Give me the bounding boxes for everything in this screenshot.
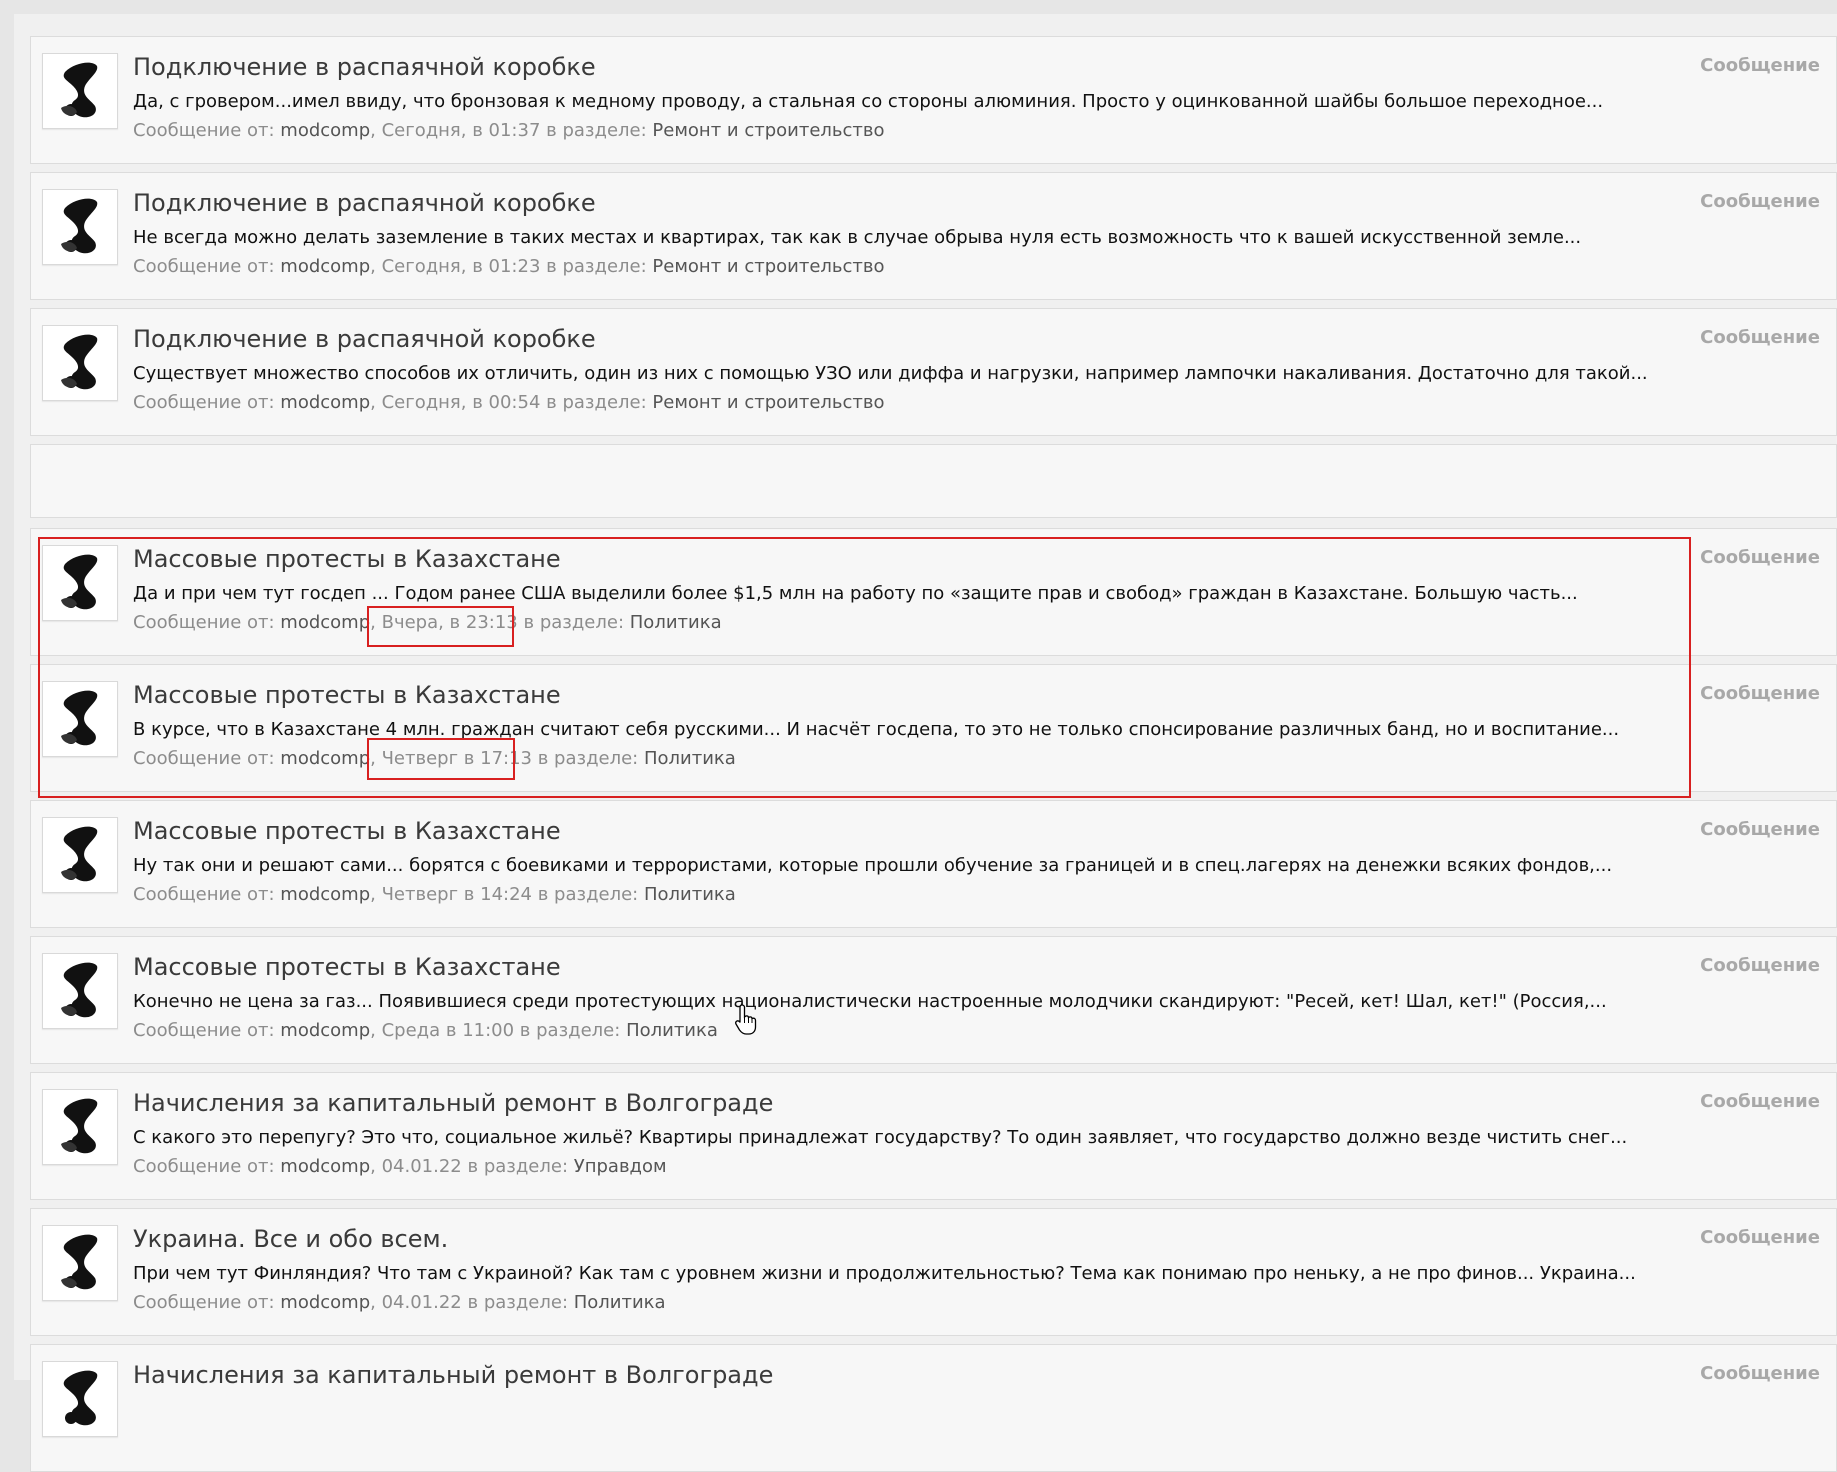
section-prefix: в разделе:: [546, 392, 647, 413]
meta-prefix: Сообщение от:: [133, 1292, 275, 1313]
section-prefix: в разделе:: [523, 612, 625, 633]
avatar-image: [45, 56, 115, 126]
result-row: [30, 664, 1837, 792]
post-time: 04.01.22: [381, 1156, 462, 1177]
avatar-image: [45, 1092, 115, 1162]
section-prefix: в разделе:: [467, 1156, 569, 1177]
result-title[interactable]: Начисления за капитальный ремонт в Волгограде: [133, 1089, 774, 1117]
user-avatar[interactable]: [42, 545, 118, 621]
post-time: Сегодня, в 01:37: [381, 120, 541, 141]
author-link[interactable]: modcomp: [280, 1156, 371, 1177]
result-title[interactable]: Массовые протесты в Казахстане: [133, 817, 561, 845]
author-link[interactable]: modcomp: [280, 612, 371, 633]
result-meta: Сообщение от: modcomp, Среда в 11:00 в разделе: Политика: [133, 1020, 718, 1041]
result-meta: Сообщение от: modcomp, Вчера, в 23:13 в разделе: Политика: [133, 612, 722, 633]
section-link[interactable]: Ремонт и строительство: [652, 120, 885, 141]
result-snippet[interactable]: Существует множество способов их отличить, один из них с помощью УЗО или диффа и нагрузки, например лампочки накаливания. Достаточно для такой...: [133, 363, 1648, 384]
user-avatar[interactable]: [42, 681, 118, 757]
result-row: [30, 1344, 1837, 1472]
meta-prefix: Сообщение от:: [133, 884, 275, 905]
content-type-label: Сообщение: [1700, 55, 1820, 76]
result-title[interactable]: Украина. Все и обо всем.: [133, 1225, 449, 1253]
result-snippet[interactable]: Ну так они и решают сами... борятся с боевиками и террористами, которые прошли обучение за границей и в спец.лагерях на денежки всяких фондов,...: [133, 855, 1613, 876]
user-avatar[interactable]: [42, 1089, 118, 1165]
post-time: 04.01.22: [381, 1292, 462, 1313]
result-meta: Сообщение от: modcomp, Четверг в 14:24 в разделе: Политика: [133, 884, 736, 905]
meta-prefix: Сообщение от:: [133, 612, 275, 633]
content-type-label: Сообщение: [1700, 191, 1820, 212]
meta-prefix: Сообщение от:: [133, 256, 275, 277]
result-row: [30, 36, 1837, 164]
content-type-label: Сообщение: [1700, 1091, 1820, 1112]
result-title[interactable]: Массовые протесты в Казахстане: [133, 681, 561, 709]
author-link[interactable]: modcomp: [280, 120, 371, 141]
section-link[interactable]: Политика: [643, 748, 736, 769]
section-link[interactable]: Ремонт и строительство: [652, 256, 885, 277]
user-avatar[interactable]: [42, 1225, 118, 1301]
user-avatar[interactable]: [42, 189, 118, 265]
result-row: [30, 800, 1837, 928]
content-type-label: Сообщение: [1700, 955, 1820, 976]
post-time: Вчера, в 23:13: [381, 612, 518, 633]
result-meta: Сообщение от: modcomp, 04.01.22 в разделе: Политика: [133, 1292, 666, 1313]
section-link[interactable]: Политика: [573, 1292, 666, 1313]
avatar-image: [45, 1228, 115, 1298]
section-prefix: в разделе:: [537, 748, 639, 769]
result-row: [30, 936, 1837, 1064]
author-link[interactable]: modcomp: [280, 748, 371, 769]
user-avatar[interactable]: [42, 817, 118, 893]
content-type-label: Сообщение: [1700, 327, 1820, 348]
result-snippet[interactable]: Конечно не цена за газ... Появившиеся среди протестующих националистически настроенные молодчики скандируют: "Ресей, кет! Шал, кет!" (Россия,...: [133, 991, 1607, 1012]
meta-prefix: Сообщение от:: [133, 392, 275, 413]
content-type-label: Сообщение: [1700, 547, 1820, 568]
result-title[interactable]: Массовые протесты в Казахстане: [133, 953, 561, 981]
section-link[interactable]: Ремонт и строительство: [652, 392, 885, 413]
avatar-image: [45, 1364, 115, 1434]
post-time: Сегодня, в 00:54: [381, 392, 541, 413]
avatar-image: [45, 548, 115, 618]
result-snippet[interactable]: Не всегда можно делать заземление в таких местах и квартирах, так как в случае обрыва нуля есть возможность что к вашей искусственной земле...: [133, 227, 1582, 248]
result-title[interactable]: Начисления за капитальный ремонт в Волгограде: [133, 1361, 774, 1389]
result-snippet[interactable]: Да и при чем тут госдеп ... Годом ранее США выделили более $1,5 млн на работу по «защите прав и свобод» граждан в Казахстане. Большую часть...: [133, 583, 1578, 604]
result-title[interactable]: Подключение в распаячной коробке: [133, 189, 596, 217]
content-type-label: Сообщение: [1700, 1227, 1820, 1248]
section-prefix: в разделе:: [467, 1292, 569, 1313]
result-title[interactable]: Массовые протесты в Казахстане: [133, 545, 561, 573]
user-avatar[interactable]: [42, 1361, 118, 1437]
author-link[interactable]: modcomp: [280, 256, 371, 277]
avatar-image: [45, 820, 115, 890]
result-snippet[interactable]: В курсе, что в Казахстане 4 млн. граждан считают себя русскими... И насчёт госдепа, то это не только спонсирование различных банд, но и воспитание...: [133, 719, 1620, 740]
section-prefix: в разделе:: [519, 1020, 621, 1041]
hand-cursor-icon: [734, 1003, 760, 1041]
post-time: Четверг в 17:13: [381, 748, 532, 769]
result-meta: Сообщение от: modcomp, Сегодня, в 01:37 в разделе: Ремонт и строительство: [133, 120, 885, 141]
meta-prefix: Сообщение от:: [133, 748, 275, 769]
result-title[interactable]: Подключение в распаячной коробке: [133, 53, 596, 81]
result-row: [30, 1072, 1837, 1200]
meta-prefix: Сообщение от:: [133, 1156, 275, 1177]
result-snippet[interactable]: С какого это перепугу? Это что, социальное жильё? Квартиры принадлежат государству? То один заявляет, что государство должно везде чистить снег...: [133, 1127, 1628, 1148]
user-avatar[interactable]: [42, 325, 118, 401]
section-link[interactable]: Политика: [626, 1020, 718, 1041]
user-avatar[interactable]: [42, 953, 118, 1029]
avatar-image: [45, 956, 115, 1026]
result-meta: Сообщение от: modcomp, Четверг в 17:13 в разделе: Политика: [133, 748, 736, 769]
result-row: [30, 172, 1837, 300]
result-meta: Сообщение от: modcomp, Сегодня, в 01:23 в разделе: Ремонт и строительство: [133, 256, 885, 277]
avatar-image: [45, 684, 115, 754]
result-row: [30, 308, 1837, 436]
author-link[interactable]: modcomp: [280, 884, 371, 905]
result-title[interactable]: Подключение в распаячной коробке: [133, 325, 596, 353]
result-meta: Сообщение от: modcomp, 04.01.22 в разделе: Управдом: [133, 1156, 667, 1177]
avatar-image: [45, 192, 115, 262]
author-link[interactable]: modcomp: [280, 1020, 371, 1041]
avatar-image: [45, 328, 115, 398]
result-row: [30, 1208, 1837, 1336]
content-type-label: Сообщение: [1700, 683, 1820, 704]
result-row: [30, 528, 1837, 656]
meta-prefix: Сообщение от:: [133, 1020, 275, 1041]
section-link[interactable]: Политика: [629, 612, 722, 633]
result-snippet[interactable]: При чем тут Финляндия? Что там с Украиной? Как там с уровнем жизни и продолжительностью? Тема как понимаю про неньку, а не про финов... Украина...: [133, 1263, 1636, 1284]
author-link[interactable]: modcomp: [280, 1292, 371, 1313]
section-prefix: в разделе:: [546, 256, 647, 277]
section-prefix: в разделе:: [537, 884, 639, 905]
author-link[interactable]: modcomp: [280, 392, 371, 413]
search-results-panel: [14, 14, 1837, 1389]
post-time: Среда в 11:00: [381, 1020, 515, 1041]
section-prefix: в разделе:: [546, 120, 647, 141]
content-type-label: Сообщение: [1700, 819, 1820, 840]
user-avatar[interactable]: [42, 53, 118, 129]
post-time: Сегодня, в 01:23: [381, 256, 541, 277]
result-snippet[interactable]: Да, с гровером...имел ввиду, что бронзовая к медному проводу, а стальная со стороны алюминия. Просто у оцинкованной шайбы большое переходное...: [133, 91, 1604, 112]
result-meta: Сообщение от: modcomp, Сегодня, в 00:54 в разделе: Ремонт и строительство: [133, 392, 885, 413]
section-link[interactable]: Управдом: [573, 1156, 667, 1177]
section-link[interactable]: Политика: [643, 884, 736, 905]
content-type-label: Сообщение: [1700, 1363, 1820, 1384]
post-time: Четверг в 14:24: [381, 884, 532, 905]
meta-prefix: Сообщение от:: [133, 120, 275, 141]
empty-result-row: [30, 444, 1837, 518]
